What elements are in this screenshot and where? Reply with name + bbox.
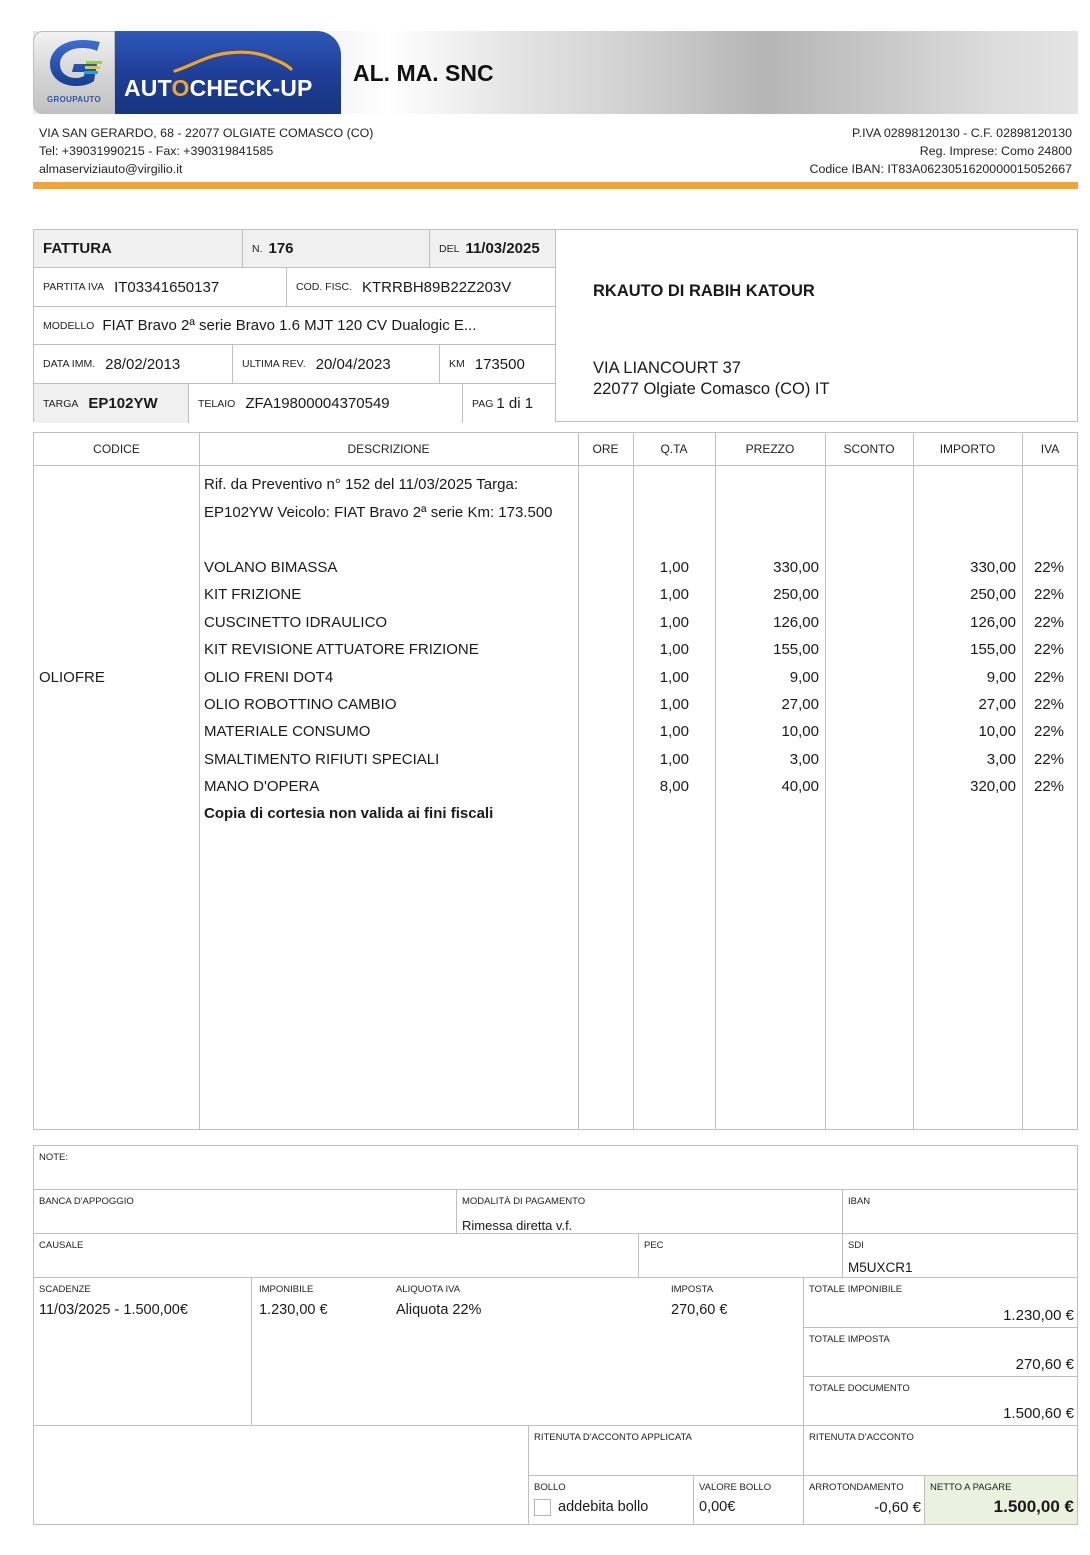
- total-tax: 270,60 €: [1015, 1356, 1074, 1373]
- vat-rate-label: ALIQUOTA IVA: [396, 1284, 461, 1295]
- item-qty: 1,00: [659, 696, 689, 713]
- tax-label: IMPOSTA: [671, 1284, 714, 1295]
- sdi-field: [843, 1234, 1077, 1278]
- item-description: MANO D'OPERA: [204, 778, 320, 796]
- item-amount: 27,00: [978, 696, 1016, 713]
- header-amount: IMPORTO: [939, 442, 996, 456]
- rounding-label: ARROTONDAMENTO: [809, 1482, 904, 1493]
- due-dates: 11/03/2025 - 1.500,00€: [39, 1302, 188, 1318]
- item-description: VOLANO BIMASSA: [204, 559, 338, 576]
- reason-field: [34, 1234, 639, 1278]
- company-contact-info: [39, 124, 373, 178]
- item-amount: 320,00: [970, 778, 1016, 796]
- item-amount: 9,00: [986, 668, 1016, 686]
- item-amount: 3,00: [986, 750, 1016, 768]
- company-address: VIA SAN GERARDO, 68 - 22077 OLGIATE COMASCO (CO): [39, 126, 374, 140]
- company-email: almaserviziauto@virgilio.it: [39, 162, 183, 176]
- withholding-applied-label: RITENUTA D'ACCONTO APPLICATA: [534, 1432, 692, 1443]
- item-description: SMALTIMENTO RIFIUTI SPECIALI: [204, 750, 440, 768]
- client-address: [593, 358, 830, 400]
- vehicle-chassis: ZFA19800004370549: [245, 395, 390, 412]
- item-description: OLIO ROBOTTINO CAMBIO: [204, 696, 397, 713]
- item-price: 330,00: [773, 559, 819, 576]
- client-name: RKAUTO DI RABIH KATOUR: [593, 282, 815, 300]
- header-vat: IVA: [1040, 442, 1060, 456]
- company-iban: Codice IBAN: IT83A0623051620000015052667: [809, 162, 1072, 176]
- invoice-title-row: [34, 230, 555, 268]
- notes-label: NOTE:: [39, 1152, 69, 1163]
- invoice-meta: [33, 229, 556, 422]
- pec-field: [639, 1234, 843, 1278]
- invoice-date: 11/03/2025: [465, 240, 540, 257]
- item-price: 250,00: [773, 586, 819, 604]
- withholding-applied-field: [529, 1426, 804, 1476]
- last-revision: 20/04/2023: [315, 355, 391, 373]
- groupauto-label: GROUPAUTO: [47, 95, 101, 104]
- item-qty: 1,00: [659, 641, 689, 659]
- item-code: OLIOFRE: [39, 668, 105, 686]
- item-price: 126,00: [773, 613, 819, 631]
- company-registry: Reg. Imprese: Como 24800: [919, 144, 1072, 158]
- item-price: 155,00: [773, 641, 819, 659]
- item-price: 10,00: [781, 723, 819, 741]
- total-document-label: TOTALE DOCUMENTO: [809, 1383, 910, 1394]
- company-phone-fax: Tel: +39031990215 - Fax: +390319841585: [39, 144, 274, 158]
- header-code: CODICE: [93, 442, 140, 456]
- item-vat: 22%: [1034, 613, 1065, 631]
- payment-method: Rimessa diretta v.f.: [462, 1218, 573, 1233]
- tax-amount: 270,60 €: [671, 1302, 728, 1318]
- item-amount: 250,00: [970, 586, 1016, 604]
- pec-label: PEC: [644, 1240, 664, 1251]
- last-revision-label: ULTIMA REV.: [242, 358, 306, 370]
- invoice-number-label: N.: [252, 242, 263, 255]
- item-qty: 1,00: [659, 723, 689, 741]
- iban-label: IBAN: [848, 1196, 871, 1207]
- withholding-label: RITENUTA D'ACCONTO: [809, 1432, 914, 1443]
- total-taxable: 1.230,00 €: [1003, 1307, 1074, 1324]
- total-document-field: [804, 1377, 1077, 1426]
- company-name: AL. MA. SNC: [353, 60, 494, 86]
- model-label: MODELLO: [43, 319, 95, 332]
- total-taxable-label: TOTALE IMPONIBILE: [809, 1284, 903, 1295]
- client-address-line2: 22077 Olgiate Comasco (CO) IT: [593, 380, 830, 398]
- item-price: 3,00: [789, 750, 819, 768]
- vehicle-model-row: [34, 307, 555, 345]
- sdi-label: SDI: [848, 1240, 864, 1251]
- total-tax-field: [804, 1328, 1077, 1377]
- item-qty: 8,00: [659, 778, 689, 796]
- item-vat: 22%: [1034, 641, 1065, 659]
- item-vat: 22%: [1034, 750, 1065, 768]
- items-table: [33, 432, 1078, 1130]
- bank-label: BANCA D'APPOGGIO: [39, 1196, 134, 1207]
- iban-field: [843, 1190, 1077, 1234]
- company-vat-fiscal: P.IVA 02898120130 - C.F. 02898120130: [851, 126, 1072, 140]
- blank-field: [34, 1426, 529, 1524]
- groupauto-logo: [33, 31, 115, 114]
- item-description: MATERIALE CONSUMO: [204, 723, 371, 741]
- reference-line-1: Rif. da Preventivo n° 152 del 11/03/2025 Targa:: [204, 476, 518, 493]
- taxable-label: IMPONIBILE: [259, 1284, 314, 1295]
- registration-date-label: DATA IMM.: [43, 358, 96, 370]
- bank-field: [34, 1190, 457, 1234]
- total-tax-label: TOTALE IMPOSTA: [809, 1334, 890, 1345]
- item-description: CUSCINETTO IDRAULICO: [204, 613, 388, 631]
- item-description: KIT FRIZIONE: [204, 586, 302, 604]
- stamp-checkbox[interactable]: [534, 1499, 551, 1516]
- autocheckup-wordmark: AUTOCHECK-UP: [124, 75, 313, 101]
- net-to-pay-label: NETTO A PAGARE: [930, 1482, 1012, 1493]
- total-document: 1.500,60 €: [1003, 1405, 1074, 1422]
- rounding-amount: -0,60 €: [874, 1499, 921, 1516]
- item-price: 9,00: [789, 668, 819, 686]
- customer-fiscal-code: KTRRBH89B22Z203V: [362, 278, 512, 296]
- vat-summary: [252, 1278, 804, 1426]
- stamp-value-field: [694, 1476, 804, 1524]
- due-dates-field: [34, 1278, 252, 1426]
- reason-label: CAUSALE: [39, 1240, 84, 1251]
- item-amount: 10,00: [978, 723, 1016, 741]
- stamp-value-label: VALORE BOLLO: [699, 1482, 772, 1493]
- stamp-value: 0,00€: [699, 1499, 736, 1515]
- reference-line-2: EP102YW Veicolo: FIAT Bravo 2ª serie Km: 173.500: [204, 504, 553, 521]
- item-price: 40,00: [781, 778, 819, 796]
- item-description: KIT REVISIONE ATTUATORE FRIZIONE: [204, 641, 479, 659]
- item-amount: 330,00: [970, 559, 1016, 576]
- item-qty: 1,00: [659, 750, 689, 768]
- header-price: PREZZO: [745, 442, 795, 456]
- stamp-field: [529, 1476, 694, 1524]
- fiscal-code-label: COD. FISC.: [296, 281, 353, 293]
- page-number: 1 di 1: [496, 395, 534, 412]
- payment-method-field: [457, 1190, 843, 1234]
- groupauto-g-icon: [42, 34, 108, 90]
- vat-label: PARTITA IVA: [43, 281, 105, 293]
- item-vat: 22%: [1034, 586, 1065, 604]
- customer-vat: IT03341650137: [114, 278, 220, 296]
- company-legal-info: [810, 124, 1072, 178]
- chassis-label: TELAIO: [198, 397, 236, 410]
- stamp-checkbox-label: addebita bollo: [558, 1499, 649, 1515]
- header-description: DESCRIZIONE: [347, 442, 430, 456]
- invoice-footer: [33, 1145, 1078, 1525]
- item-vat: 22%: [1034, 778, 1065, 796]
- rounding-field: [804, 1476, 925, 1524]
- item-vat: 22%: [1034, 723, 1065, 741]
- vehicle-model: FIAT Bravo 2ª serie Bravo 1.6 MJT 120 CV Dualogic E...: [102, 317, 477, 334]
- net-to-pay: 1.500,00 €: [993, 1497, 1074, 1516]
- header-discount: SCONTO: [843, 442, 895, 456]
- withholding-field: [804, 1426, 1077, 1476]
- due-dates-label: SCADENZE: [39, 1284, 91, 1295]
- client-block: [555, 229, 1078, 422]
- vehicle-km: 173500: [474, 355, 525, 373]
- item-price: 27,00: [781, 696, 819, 713]
- item-qty: 1,00: [659, 559, 689, 576]
- taxable-amount: 1.230,00 €: [259, 1302, 328, 1318]
- payment-method-label: MODALITÀ DI PAGAMENTO: [462, 1196, 586, 1207]
- invoice-date-label: DEL: [439, 242, 460, 255]
- document-type: FATTURA: [43, 240, 112, 257]
- courtesy-note: Copia di cortesia non valida ai fini fiscali: [204, 805, 494, 822]
- vehicle-id-row: [34, 384, 555, 423]
- registration-date: 28/02/2013: [105, 355, 181, 373]
- header-hours: ORE: [592, 442, 619, 456]
- item-qty: 1,00: [659, 586, 689, 604]
- item-qty: 1,00: [659, 668, 689, 686]
- notes-field: [34, 1146, 1077, 1190]
- item-qty: 1,00: [659, 613, 689, 631]
- item-vat: 22%: [1034, 696, 1065, 713]
- km-label: KM: [449, 358, 465, 370]
- total-taxable-field: [804, 1278, 1077, 1328]
- page-label: PAG: [472, 397, 494, 410]
- plate-label: TARGA: [43, 397, 79, 410]
- client-address-line1: VIA LIANCOURT 37: [593, 359, 741, 377]
- car-silhouette-icon: [173, 45, 293, 75]
- customer-tax-row: [34, 268, 555, 307]
- stamp-label: BOLLO: [534, 1482, 566, 1493]
- item-description: OLIO FRENI DOT4: [204, 668, 334, 686]
- header-qty: Q.TA: [660, 442, 688, 456]
- sdi-code: M5UXCR1: [848, 1260, 913, 1275]
- net-to-pay-field: [925, 1476, 1077, 1524]
- item-vat: 22%: [1034, 559, 1065, 576]
- invoice-number: 176: [268, 240, 294, 257]
- autocheckup-logo: [115, 31, 341, 114]
- item-amount: 155,00: [970, 641, 1016, 659]
- vehicle-plate: EP102YW: [88, 395, 158, 412]
- vehicle-dates-row: [34, 345, 555, 384]
- header-divider: [33, 182, 1078, 189]
- vat-rate: Aliquota 22%: [396, 1302, 482, 1318]
- item-vat: 22%: [1034, 668, 1065, 686]
- item-amount: 126,00: [970, 613, 1016, 631]
